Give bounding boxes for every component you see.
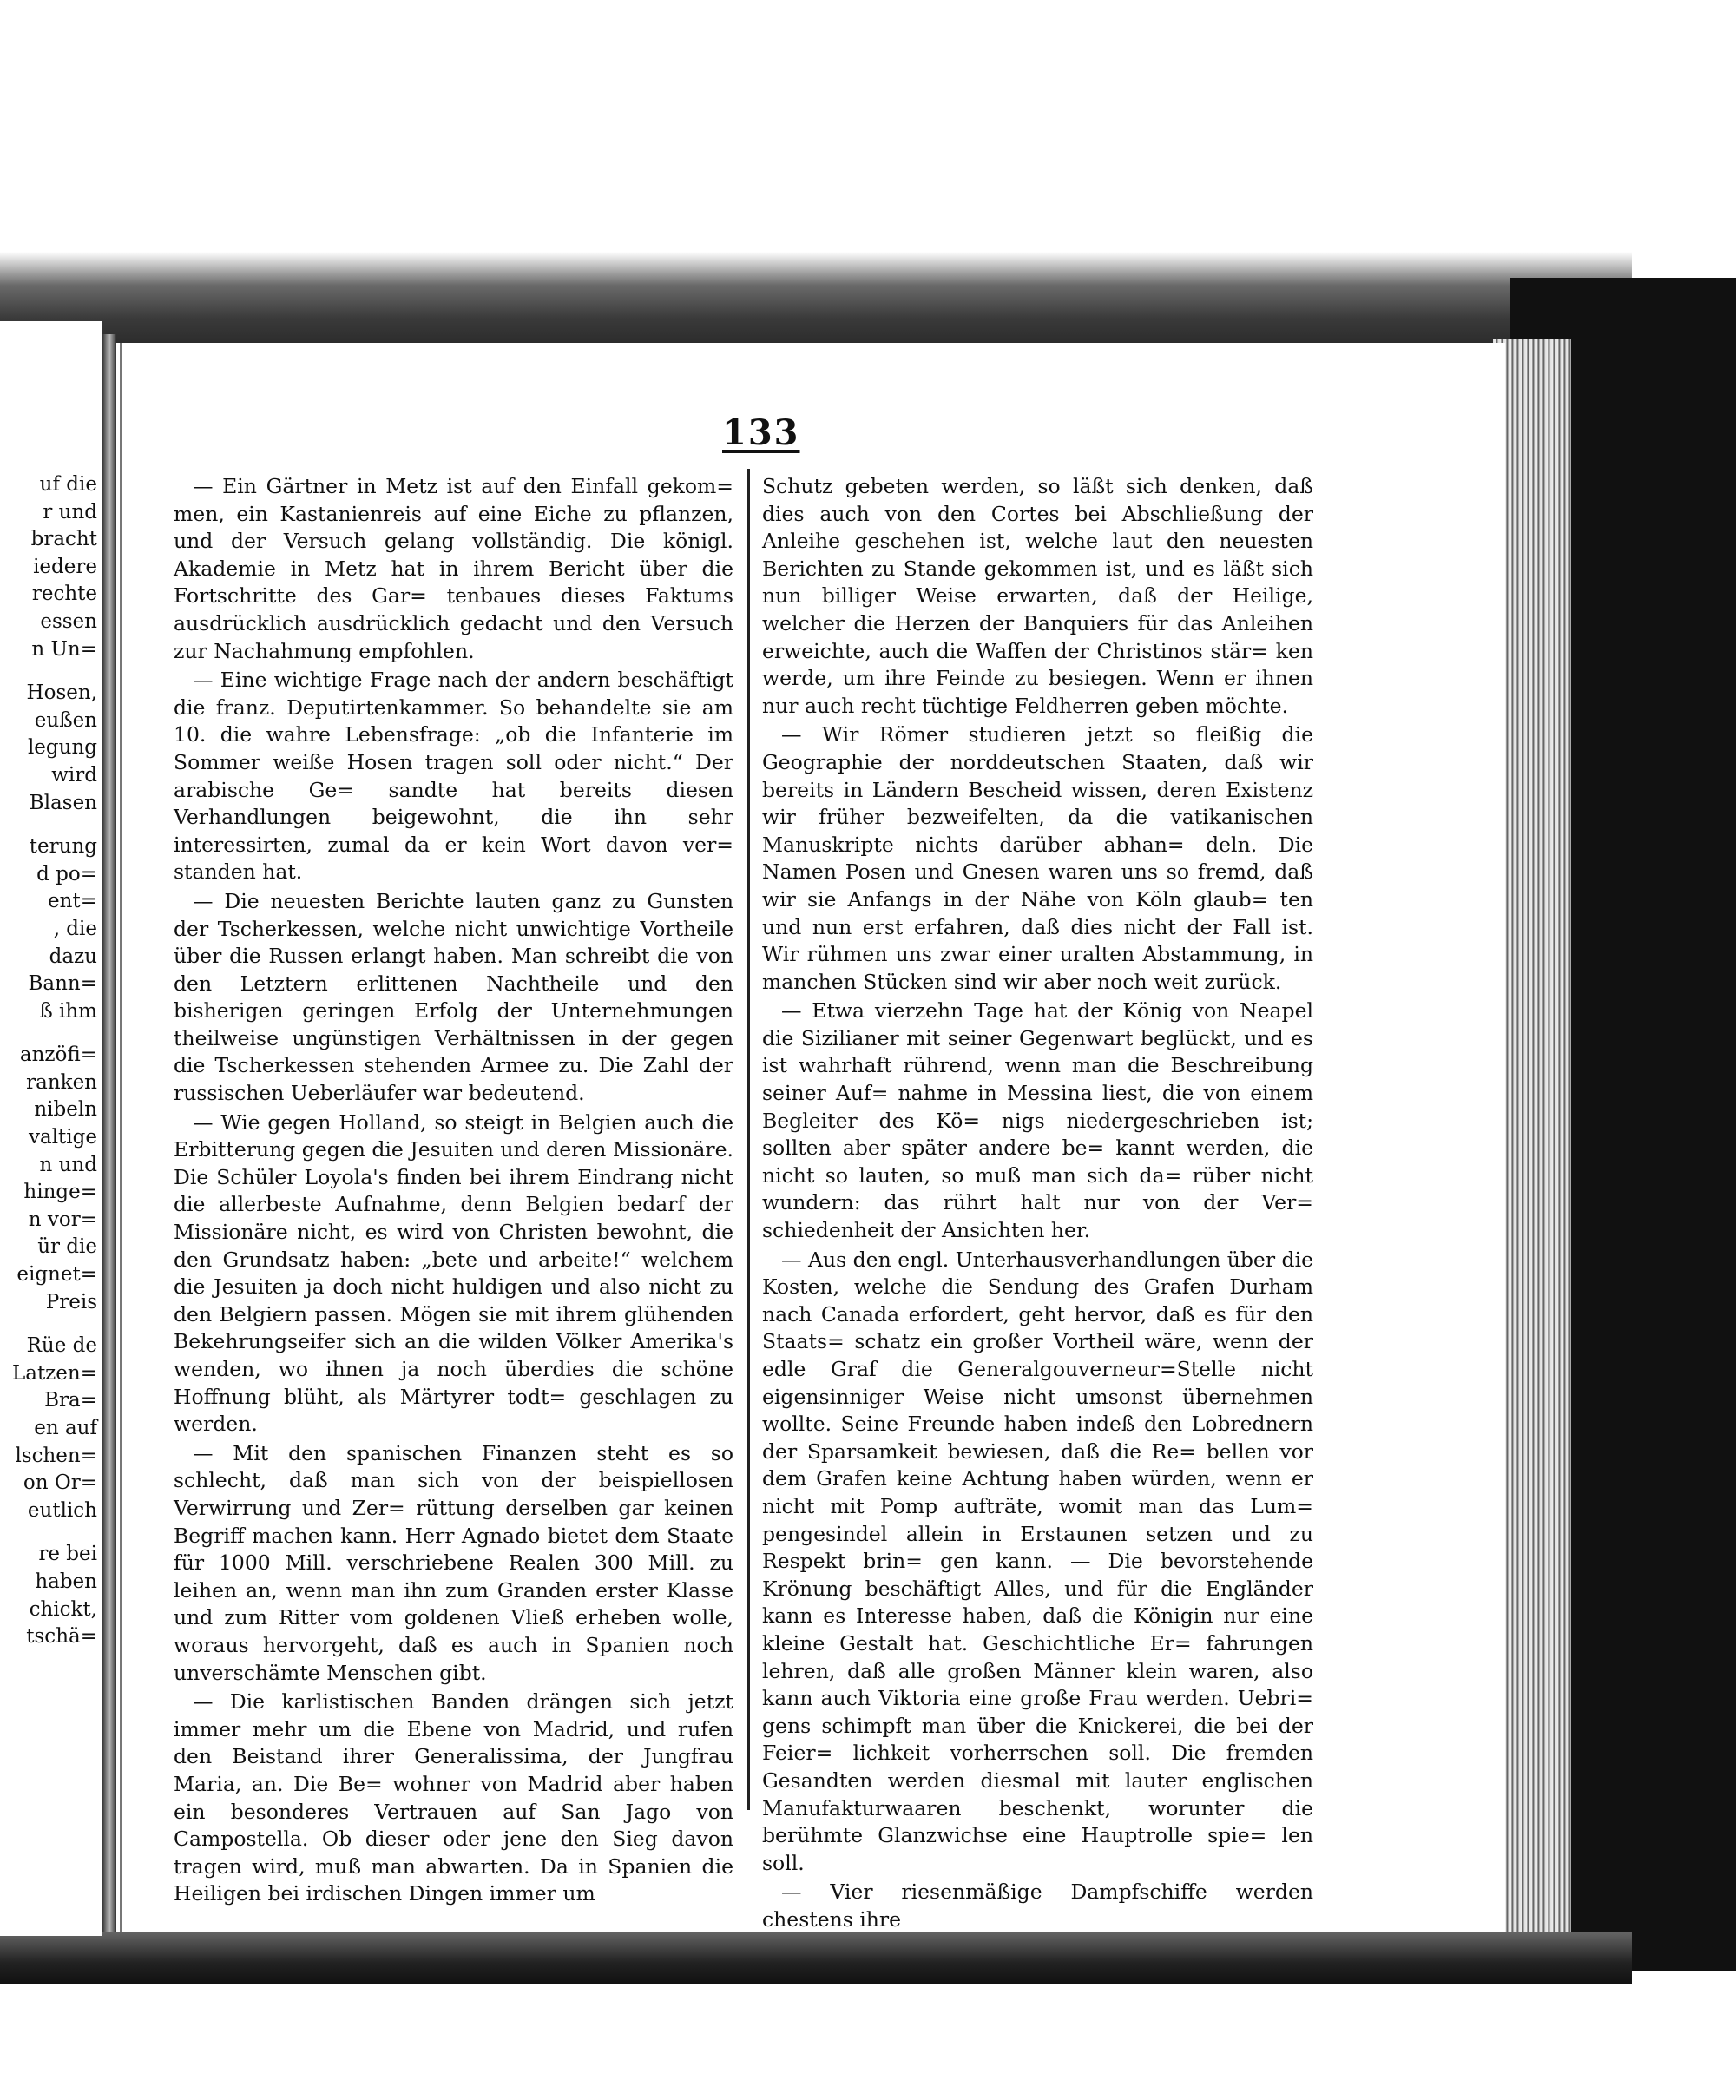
facing-page-line: terung	[29, 835, 97, 859]
article-paragraph: — Wir Römer studieren jetzt so fleißig die Geographie der norddeutschen Staaten, daß wir bereits in Ländern Bescheid wissen, deren Existenz wir früher bezweifelten, da die vatikanischen Manuskripte nichts darüber abhan= deln. Die Namen Posen und Gnesen waren uns so fremd, daß wir sie Anfangs in der Nähe von Köln glaub= ten und nun erst erfahren, daß dies nicht der Fall ist. Wir rühmen uns zwar einer uralten Abstammung, in manchen Stücken sind wir aber noch weit zurück.	[762, 722, 1313, 994]
facing-page-line: , die	[53, 917, 97, 940]
facing-page-line: valtige	[29, 1126, 97, 1149]
facing-page-line: anzöfi=	[19, 1043, 97, 1067]
facing-page-line: Hosen,	[26, 681, 97, 705]
scan-margin-bottom	[0, 1984, 1736, 2100]
facing-page-line: chickt,	[29, 1597, 97, 1621]
facing-page-line: re bei	[38, 1543, 97, 1566]
facing-page-line: d po=	[36, 862, 97, 885]
left-column	[174, 473, 733, 1910]
scan-shadow-top	[0, 252, 1632, 347]
article-paragraph: — Die karlistischen Banden drängen sich jetzt immer mehr um die Ebene von Madrid, und rufen den Beistand ihrer Generalissima, der Jungfrau Maria, an. Die Be= wohner von Madrid aber haben ein besonderes Vertrauen auf San Jago von Campostella. Ob dieser oder jene den Sieg davon tragen wird, muß man abwarten. Da in Spanien die Heiligen bei irdischen Dingen immer um	[174, 1689, 733, 1906]
facing-page-line: tschä=	[26, 1625, 97, 1649]
article-paragraph: — Die neuesten Berichte lauten ganz zu Gunsten der Tscherkessen, welche nicht unwichtige Vortheile über die Russen erlangt haben. Man schreibt die von den Letztern erlittenen Nachtheile und den bisherigen geringen Erfolg der Unternehmungen theilweise ungünstigen Verhältnissen in der gegen die Tscherkessen stehenden Armee zu. Die Zahl der russischen Ueberläufer war bedeutend.	[174, 888, 733, 1106]
article-paragraph: — Vier riesenmäßige Dampfschiffe werden chestens ihre	[762, 1879, 1313, 1932]
article-paragraph: — Eine wichtige Frage nach der andern beschäftigt die franz. Deputirtenkammer. So behandelte sie am 10. die wahre Lebensfrage: „ob die Infanterie im Sommer weiße Hosen tragen soll oder nicht.“ Der arabische Ge= sandte hat bereits diesen Verhandlungen beigewohnt, die ihn sehr interessirten, zumal da er kein Wort davon ver= standen hat.	[174, 668, 733, 885]
facing-page-line: ent=	[48, 890, 97, 913]
article-paragraph: Schutz gebeten werden, so läßt sich denken, daß dies auch von den Cortes bei Abschließung der Anleihe geschehen ist, welche laut den neuesten Berichten zu Stande gekommen ist, und es läßt sich nun billiger Weise erwarten, daß der Heilige, welcher die Herzen der Banquiers für das Anleihen erweichte, auch die Waffen der Christinos stär= ken werde, um ihre Feinde zu besiegen. Wenn er ihnen nur auch recht tüchtige Feldherren geben möchte.	[762, 474, 1313, 718]
facing-page-line: ür die	[37, 1235, 97, 1259]
facing-page-line: Latzen=	[11, 1361, 97, 1385]
facing-page-line: lschen=	[15, 1444, 97, 1467]
facing-page-line: uf die	[39, 473, 97, 496]
facing-page-line: legung	[27, 736, 97, 760]
facing-page-line: Preis	[45, 1290, 97, 1313]
facing-page-line: on Or=	[23, 1471, 97, 1495]
facing-page-line: Bra=	[44, 1389, 97, 1412]
facing-page-line: iedere	[33, 555, 97, 578]
facing-page-line: en auf	[34, 1417, 97, 1440]
facing-page-line: ß ihm	[39, 999, 97, 1023]
facing-page-line: Blasen	[29, 791, 97, 814]
article-paragraph: — Ein Gärtner in Metz ist auf den Einfall gekom= men, ein Kastanienreis auf eine Eiche zu pflanzen, und der Versuch gelang vollständig. Die königl. Akademie in Metz hat in ihrem Bericht über die Fortschritte des Gar= tenbaues dieses Faktums ausdrücklich ausdrücklich gedacht und den Versuch zur Nachahmung empfohlen.	[174, 474, 733, 663]
facing-page-line: haben	[35, 1570, 97, 1593]
article-paragraph: — Aus den engl. Unterhausverhandlungen über die Kosten, welche die Sendung des Grafen Durham nach Canada erfordert, geht hervor, daß es für den Staats= schatz ein großer Vortheil wäre, wenn der edle Graf die Generalgouverneur=Stelle nicht eigensinniger Weise nicht umsonst übernehmen wollte. Seine Freunde haben indeß den Lobrednern der Sparsamkeit bewiesen, daß die Re= bellen vor dem Grafen keine Achtung haben würden, wenn er nicht mit Pomp aufträte, womit man das Lum= pengesindel allein in Erstaunen setzen und zu Respekt brin= gen kann. — Die bevorstehende Krönung beschäftigt Alles, und für die Engländer kann es Interesse haben, daß die Königin nur eine kleine Gestalt hat. Geschichtliche Er= fahrungen lehren, daß alle großen Männer klein waren, also kann auch Viktoria eine große Frau werden. Uebri= gens schimpft man über die Knickerei, die bei der Feier= lichkeit vorherrschen soll. Die fremden Gesandten werden diesmal mit lauter englischen Manufakturwaaren beschenkt, worunter die berühmte Glanzwichse eine Hauptrolle spie= len soll.	[762, 1247, 1313, 1875]
facing-page-line: Bann=	[28, 972, 97, 996]
column-divider	[747, 469, 750, 1810]
facing-page-line: hinge=	[23, 1181, 97, 1204]
page-number: 133	[722, 412, 800, 453]
article-paragraph: — Mit den spanischen Finanzen steht es so schlecht, daß man sich von der beispiellosen Verwirrung und Zer= rüttung derselben gar keinen Begriff machen kann. Herr Agnado bietet dem Staate für 1000 Mill. verschriebene Realen 300 Mill. zu leihen an, wenn man ihn zum Granden erster Klasse und zum Ritter vom goldenen Vließ erheben wolle, woraus hervorgeht, daß es auch in Spanien noch unverschämte Menschen gibt.	[174, 1440, 733, 1685]
facing-page-line: n vor=	[28, 1208, 97, 1231]
book-gutter	[102, 334, 116, 1932]
facing-page-line: nibeln	[34, 1098, 97, 1122]
facing-page-line: bracht	[30, 528, 97, 551]
page-border	[120, 343, 122, 1932]
scan-shadow-bottom	[0, 1932, 1632, 1984]
facing-page-line: n Un=	[31, 637, 97, 661]
article-paragraph: — Etwa vierzehn Tage hat der König von Neapel die Sizilianer mit seiner Gegenwart beglückt, und es ist wahrhaft rührend, wenn man die Beschreibung seiner Auf= nahme in Messina liest, die von einem Begleiter des Kö= nigs niedergeschrieben ist; sollten aber später andere be= kannt werden, die nicht so lauten, so muß man sich da= rüber nicht wundern: das rührt halt nur von der Ver= schiedenheit der Ansichten her.	[762, 998, 1313, 1243]
facing-page-fragment	[0, 321, 102, 1936]
facing-page-line: n und	[39, 1153, 97, 1176]
right-column	[762, 473, 1313, 1935]
facing-page-line: rechte	[31, 583, 97, 606]
facing-page-line: r und	[43, 500, 97, 523]
facing-page-line: wird	[51, 763, 97, 787]
facing-page-line: ranken	[26, 1070, 97, 1094]
facing-page-line: eutlich	[27, 1498, 97, 1522]
article-paragraph: — Wie gegen Holland, so steigt in Belgien auch die Erbitterung gegen die Jesuiten und deren Missionäre. Die Schüler Loyola's finden bei ihrem Eindrang nicht die allerbeste Aufnahme, denn Belgien bedarf der Missionäre nicht, es wird von Christen bewohnt, die den Grundsatz haben: „bete und arbeite!“ welchem die Jesuiten ja doch nicht huldigen und also nicht zu den Belgiern passen. Mögen sie mit ihrem glühenden Bekehrungseifer sich an die wilden Völker Amerika's wenden, wo ihnen ja noch überdies die schöne Hoffnung blüht, als Märtyrer todt= geschlagen zu werden.	[174, 1109, 733, 1437]
facing-page-line: dazu	[49, 945, 97, 968]
facing-page-line: eußen	[34, 708, 97, 732]
facing-page-line: Rüe de	[26, 1334, 97, 1358]
facing-page-line: essen	[40, 610, 97, 633]
facing-page-line: eignet=	[16, 1263, 97, 1287]
